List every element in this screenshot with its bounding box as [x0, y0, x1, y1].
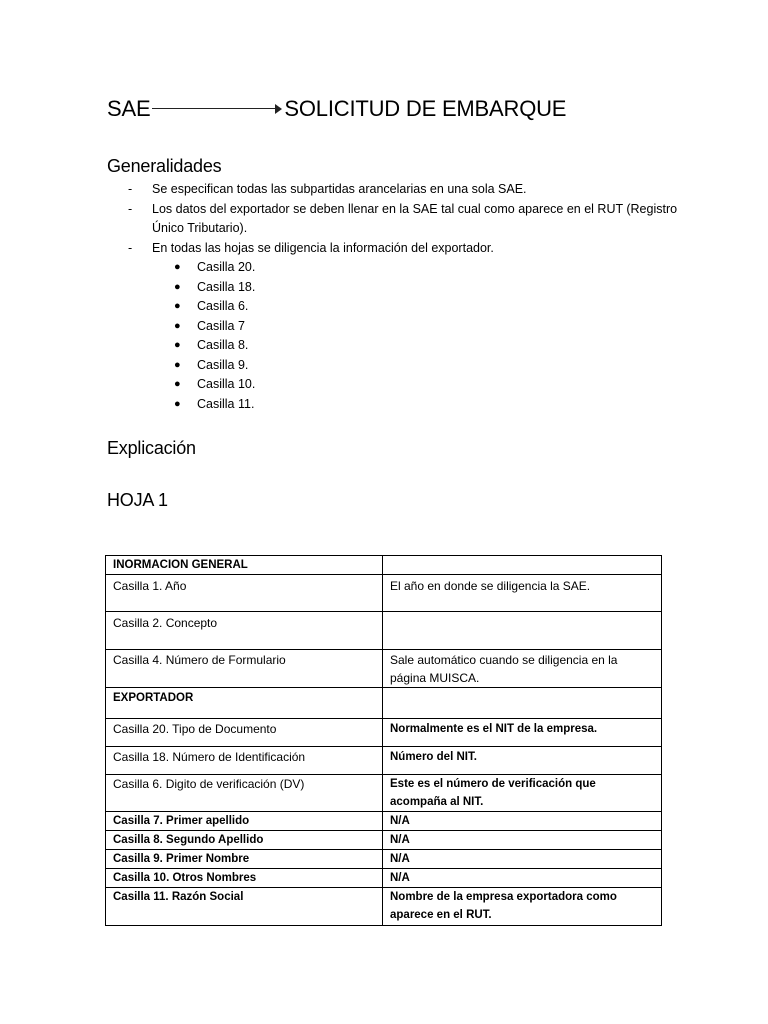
table-row	[106, 612, 662, 650]
table-cell: N/A	[383, 831, 662, 850]
bullet-icon: ●	[174, 319, 181, 332]
table-row	[106, 812, 662, 831]
table-row	[106, 556, 662, 575]
table-cell: Casilla 7. Primer apellido	[106, 812, 383, 831]
casillas-list	[174, 258, 255, 414]
table-cell: N/A	[383, 869, 662, 888]
bullet-icon: ●	[174, 397, 181, 410]
table-row	[106, 575, 662, 612]
document-title	[107, 94, 566, 124]
table-cell: Nombre de la empresa exportadora como aparece en el RUT.	[383, 888, 662, 926]
list-item: - Se especifican todas las subpartidas arancelarias en una sola SAE.	[128, 180, 688, 200]
list-item: - Los datos del exportador se deben llenar en la SAE tal cual como aparece en el RUT (Registro Único Tributario).	[128, 200, 688, 239]
title-solicitud: SOLICITUD DE EMBARQUE	[284, 96, 567, 121]
heading-generalidades: Generalidades	[107, 156, 222, 176]
table-cell: Sale automático cuando se diligencia en la página MUISCA.	[383, 650, 662, 688]
table-cell: N/A	[383, 850, 662, 869]
table-cell: Casilla 2. Concepto	[106, 612, 383, 650]
table-cell: EXPORTADOR	[106, 688, 383, 719]
bullet-icon: ●	[174, 280, 181, 293]
casillas-table	[105, 555, 662, 926]
table-cell: El año en donde se diligencia la SAE.	[383, 575, 662, 612]
table-row	[106, 775, 662, 812]
table-cell: Casilla 20. Tipo de Documento	[106, 719, 383, 747]
table-cell	[383, 612, 662, 650]
bullet-icon: ●	[174, 339, 181, 351]
list-item: ● Casilla 9.	[174, 356, 255, 376]
table-cell: Casilla 9. Primer Nombre	[106, 850, 383, 869]
dash-icon: -	[128, 240, 133, 255]
table-cell: Casilla 10. Otros Nombres	[106, 869, 383, 888]
list-item: - En todas las hojas se diligencia la información del exportador.	[128, 239, 688, 259]
generalidades-list	[128, 180, 688, 258]
table-cell: Casilla 18. Número de Identificación	[106, 747, 383, 775]
table-cell: Este es el número de verificación que acompaña al NIT.	[383, 775, 662, 812]
bullet-icon: ●	[174, 261, 181, 273]
table-row	[106, 719, 662, 747]
table-row	[106, 650, 662, 688]
table-cell: INORMACION GENERAL	[106, 556, 383, 575]
heading-explicacion: Explicación	[107, 438, 196, 458]
title-sae: SAE	[107, 96, 151, 121]
table-cell	[383, 556, 662, 575]
table-cell: Casilla 4. Número de Formulario	[106, 650, 383, 688]
dash-icon: -	[128, 182, 133, 196]
list-item: ● Casilla 11.	[174, 395, 255, 415]
list-item: ● Casilla 7	[174, 317, 255, 337]
table-cell: Casilla 1. Año	[106, 575, 383, 612]
list-item: ● Casilla 20.	[174, 258, 255, 278]
list-item: ● Casilla 6.	[174, 297, 255, 317]
heading-hoja-1: HOJA 1	[107, 490, 168, 510]
table-cell: Número del NIT.	[383, 747, 662, 775]
table-row	[106, 688, 662, 719]
table-cell: Casilla 11. Razón Social	[106, 888, 383, 926]
arrow-right-icon	[152, 104, 282, 114]
bullet-icon: ●	[174, 300, 181, 312]
table-row	[106, 869, 662, 888]
table-row	[106, 850, 662, 869]
bullet-icon: ●	[174, 358, 181, 371]
table-cell: Casilla 8. Segundo Apellido	[106, 831, 383, 850]
table-cell: Casilla 6. Digito de verificación (DV)	[106, 775, 383, 812]
table-row	[106, 888, 662, 926]
table-row	[106, 747, 662, 775]
dash-icon: -	[128, 201, 133, 216]
bullet-icon: ●	[174, 378, 181, 390]
table-cell: Normalmente es el NIT de la empresa.	[383, 719, 662, 747]
list-item: ● Casilla 18.	[174, 278, 255, 298]
table-cell	[383, 688, 662, 719]
list-item: ● Casilla 10.	[174, 375, 255, 395]
list-item: ● Casilla 8.	[174, 336, 255, 356]
table-cell: N/A	[383, 812, 662, 831]
table-row	[106, 831, 662, 850]
